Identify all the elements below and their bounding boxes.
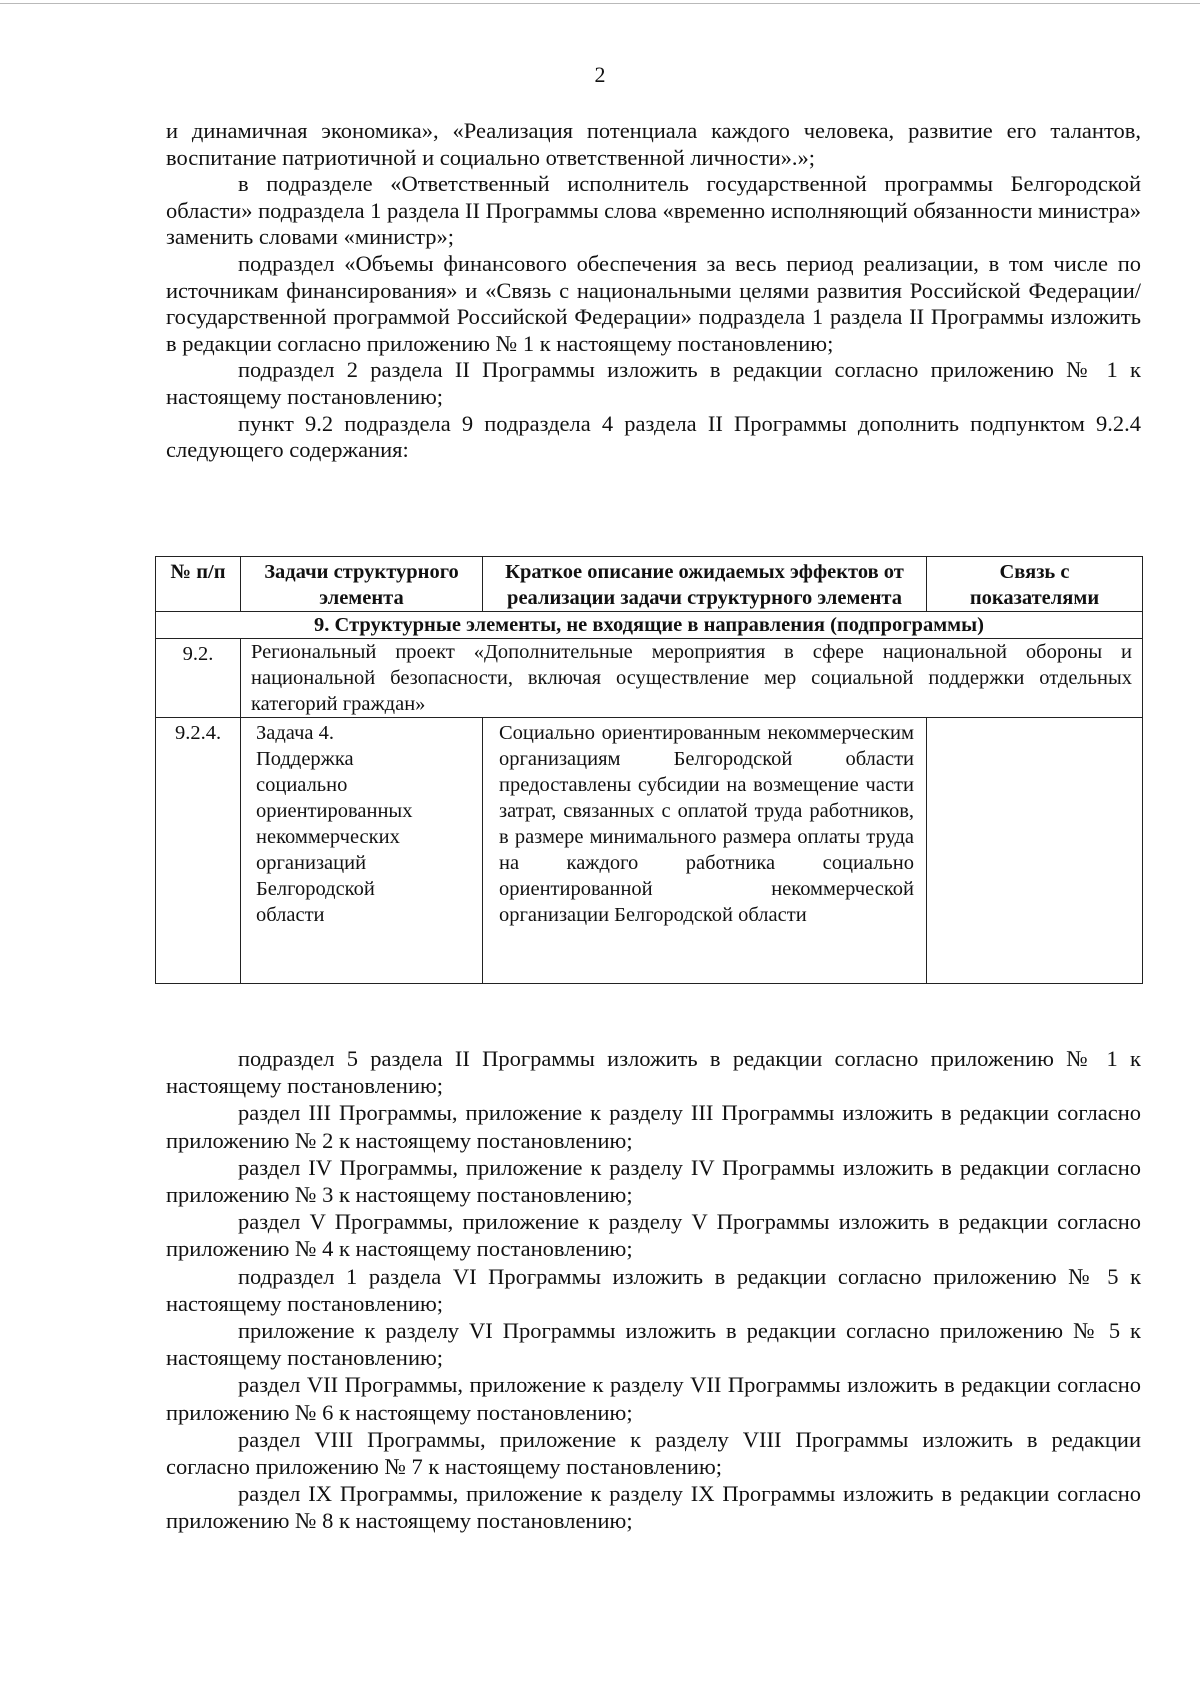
table-row-task xyxy=(156,718,1143,984)
table-section-row xyxy=(156,612,1143,639)
text-after-table xyxy=(166,1045,1141,1535)
paragraph: приложение к разделу VI Программы изложить в редакции согласно приложению № 5 к настоящему постановлению; xyxy=(166,1318,1141,1371)
task-description xyxy=(241,718,483,984)
header-effects: Краткое описание ожидаемых эффектов от реализации задачи структурного элемента xyxy=(483,557,927,612)
paragraph: раздел VII Программы, приложение к разделу VII Программы изложить в редакции согласно приложению № 6 к настоящему постановлению; xyxy=(166,1372,1141,1425)
paragraph: подраздел 5 раздела II Программы изложить в редакции согласно приложению № 1 к настоящему постановлению; xyxy=(166,1046,1141,1099)
paragraph: раздел IV Программы, приложение к разделу IV Программы изложить в редакции согласно приложению № 3 к настоящему постановлению; xyxy=(166,1154,1141,1208)
paragraph: раздел V Программы, приложение к разделу V Программы изложить в редакции согласно приложению № 4 к настоящему постановлению; xyxy=(166,1209,1141,1262)
task-line: социально xyxy=(256,774,348,796)
task-number: 9.2.4. xyxy=(156,718,241,984)
scan-edge-line xyxy=(0,3,1200,4)
header-number: № п/п xyxy=(156,557,241,612)
task-line: организаций xyxy=(256,852,367,874)
paragraph: подраздел 1 раздела VI Программы изложить в редакции согласно приложению № 5 к настоящему постановлению; xyxy=(166,1263,1141,1316)
task-line: ориентированных xyxy=(256,800,413,822)
task-line: Задача 4. xyxy=(256,722,334,744)
section-title: 9. Структурные элементы, не входящие в направления (подпрограммы) xyxy=(156,612,1143,639)
text-before-table xyxy=(166,118,1141,464)
task-line: области xyxy=(256,904,325,926)
project-text: Региональный проект «Дополнительные мероприятия в сфере национальной обороны и национальной безопасности, включая осуществление мер социальной поддержки отдельных категорий граждан» xyxy=(241,639,1143,718)
task-line: Поддержка xyxy=(256,748,354,770)
paragraph: подраздел 2 раздела II Программы изложить в редакции согласно приложению № 1 к настоящему постановлению; xyxy=(166,357,1141,409)
task-line: Белгородской xyxy=(256,878,375,900)
paragraph: раздел III Программы, приложение к разделу III Программы изложить в редакции согласно приложению № 2 к настоящему постановлению; xyxy=(166,1100,1141,1153)
effect-description: Социально ориентированным некоммерческим организациям Белгородской области предоставлены субсидии на возмещение части затрат, связанных с оплатой труда работников, в размере минимального размера оплаты труда на каждого работника социально ориентированной некоммерческой организации Белгородской области xyxy=(483,718,927,984)
paragraph: пункт 9.2 подраздела 9 подраздела 4 раздела II Программы дополнить подпунктом 9.2.4 следующего содержания: xyxy=(166,410,1141,463)
table-header-row xyxy=(156,557,1143,612)
project-number: 9.2. xyxy=(156,639,241,718)
paragraph: раздел IX Программы, приложение к разделу IX Программы изложить в редакции согласно приложению № 8 к настоящему постановлению; xyxy=(166,1481,1141,1534)
paragraph: и динамичная экономика», «Реализация потенциала каждого человека, развитие его талантов, воспитание патриотичной и социально ответственной личности».»; xyxy=(166,118,1141,170)
header-link: Связь с показателями xyxy=(927,557,1143,612)
paragraph: в подразделе «Ответственный исполнитель государственной программы Белгородской области» подраздела 1 раздела II Программы слова «временно исполняющий обязанности министра» заменить словами «министр»; xyxy=(166,171,1141,250)
task-line: некоммерческих xyxy=(256,826,400,848)
paragraph: раздел VIII Программы, приложение к разделу VIII Программы изложить в редакции согласно приложению № 7 к настоящему постановлению; xyxy=(166,1426,1141,1480)
indicator-link xyxy=(927,718,1143,984)
header-tasks: Задачи структурного элемента xyxy=(241,557,483,612)
table-row-project xyxy=(156,639,1143,718)
page-number: 2 xyxy=(594,62,606,87)
paragraph: подраздел «Объемы финансового обеспечения за весь период реализации, в том числе по источникам финансирования» и «Связь с национальными целями развития Российской Федерации/государственной программой Российской Федерации» подраздела 1 раздела II Программы изложить в редакции согласно приложению № 1 к настоящему постановлению; xyxy=(166,250,1141,356)
amendment-table xyxy=(155,556,1143,984)
